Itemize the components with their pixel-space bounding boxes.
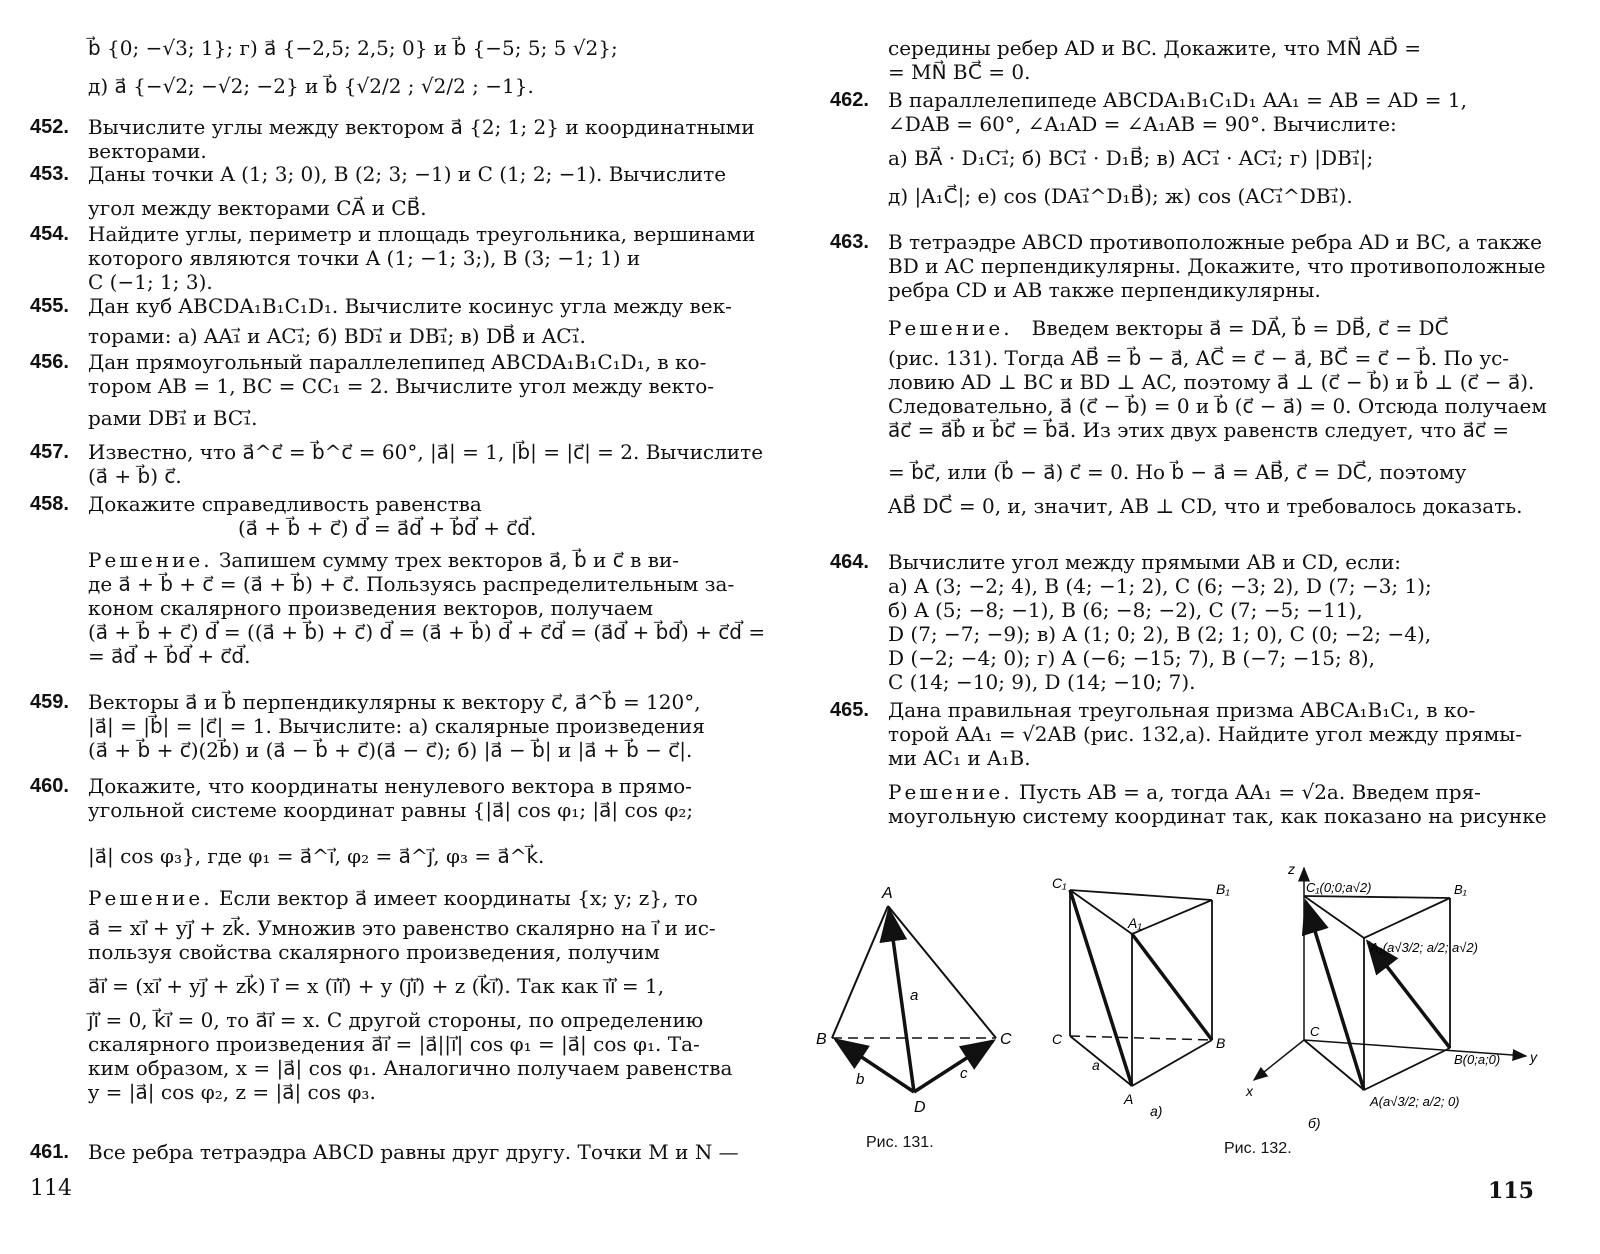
solution-458 xyxy=(88,548,765,668)
problem-text xyxy=(888,698,1522,770)
page-number: 115 xyxy=(1488,1178,1534,1204)
solution-label: Решение. xyxy=(88,548,213,572)
vector-b xyxy=(836,1040,914,1092)
problem-line: В тетраэдре ABCD противоположные ребра AD и BC, а также xyxy=(888,230,1542,254)
problem-line: Найдите углы, периметр и площадь треугольника, вершинами xyxy=(88,222,756,246)
problem-line: |a⃗| = |b⃗| = |c⃗| = 1. Вычислите: а) скалярные произведения xyxy=(88,714,705,738)
problem-text xyxy=(88,492,536,540)
intro-block xyxy=(88,36,618,98)
solution-line: де a⃗ + b⃗ + c⃗ = (a⃗ + b⃗) + c⃗. Пользуясь распределительным за- xyxy=(88,572,735,596)
label-a1: A₁ xyxy=(1128,915,1142,931)
problem-number: 459. xyxy=(30,691,69,713)
vector-c xyxy=(914,1041,993,1092)
solution-line: скалярного произведения a⃗i⃗ = |a⃗||i⃗| cos φ₁ = |a⃗| cos φ₁. Та- xyxy=(88,1032,700,1056)
problem-text xyxy=(88,440,763,488)
solution-line: ким образом, x = |a⃗| cos φ₁. Аналогично получаем равенства xyxy=(88,1056,733,1080)
problem-number: 460. xyxy=(30,775,69,797)
problem-line: Известно, что a⃗^c⃗ = b⃗^c⃗ = 60°, |a⃗| = 1, |b⃗| = |c⃗| = 2. Вычислите xyxy=(88,440,764,464)
label-a: A(a√3/2; a/2; 0) xyxy=(1370,1094,1460,1109)
problem-line: = MN⃗ BC⃗ = 0. xyxy=(888,60,1031,84)
solution-line: Запишем сумму трех векторов a⃗, b⃗ и c⃗ в ви- xyxy=(218,548,680,572)
solution-line: a⃗ = xi⃗ + yj⃗ + zk⃗. Умножив это равенство скалярно на i⃗ и ис- xyxy=(88,916,716,940)
label-c: C xyxy=(1310,1024,1320,1039)
line-ac1 xyxy=(1070,890,1132,1086)
problem-text xyxy=(88,350,714,430)
problem-number: 465. xyxy=(830,699,869,721)
problem-number: 457. xyxy=(30,441,69,463)
problem-line: (a⃗ + b⃗) c⃗. xyxy=(88,464,182,488)
problem-line: Векторы a⃗ и b⃗ перпендикулярны к вектору c⃗, a⃗^b⃗ = 120°, xyxy=(88,690,701,714)
label-x: x xyxy=(1246,1083,1253,1099)
solution-line: = a⃗d⃗ + b⃗d⃗ + c⃗d⃗. xyxy=(88,644,251,668)
line-a1b xyxy=(1132,934,1212,1040)
problem-text xyxy=(88,1140,739,1164)
problem-line: D (7; −7; −9); в) A (1; 0; 2), B (2; 1; 0), C (0; −2; −4), xyxy=(888,622,1432,646)
problem-line: Вычислите угол между прямыми AB и CD, если: xyxy=(888,550,1402,574)
solution-line: Следовательно, a⃗ (c⃗ − b⃗) = 0 и b⃗ (c⃗ − a⃗) = 0. Отсюда получаем xyxy=(888,394,1547,418)
problem-line: В параллелепипеде ABCDA₁B₁C₁D₁ AA₁ = AB = AD = 1, xyxy=(888,88,1467,112)
label-vec-c: c xyxy=(960,1065,968,1082)
label-a-vertex: A xyxy=(882,885,893,902)
right-page xyxy=(810,0,1600,1254)
page-number: 114 xyxy=(30,1176,72,1201)
solution-line: y = |a⃗| cos φ₂, z = |a⃗| cos φ₃. xyxy=(88,1080,376,1104)
solution-line: AB⃗ DC⃗ = 0, и, значит, AB ⊥ CD, что и требовалось доказать. xyxy=(888,494,1523,518)
problem-line: угол между векторами CA⃗ и CB⃗. xyxy=(88,196,427,220)
problem-number: 463. xyxy=(830,231,869,253)
solution-line: a⃗i⃗ = (xi⃗ + yj⃗ + zk⃗) i⃗ = x (i⃗i⃗) + y (j⃗i⃗) + z (k⃗i⃗). Так как i⃗i⃗ = 1, xyxy=(88,974,665,998)
axis-x xyxy=(1254,1040,1304,1080)
label-edge-a: a xyxy=(1092,1057,1100,1073)
problem-line: угольной системе координат равны {|a⃗| cos φ₁; |a⃗| cos φ₂; xyxy=(88,798,694,822)
label-b1: B₁ xyxy=(1454,882,1467,897)
figure-132b xyxy=(1236,852,1556,1142)
problem-line: векторами. xyxy=(88,139,207,163)
problem-line: которого являются точки A (1; −1; 3;), B (3; −1; 1) и xyxy=(88,246,641,270)
solution-line: Введем векторы a⃗ = DA⃗, b⃗ = DB⃗, c⃗ = DC⃗ xyxy=(1031,316,1449,340)
problem-line: Дана правильная треугольная призма ABCA₁B₁C₁, в ко- xyxy=(888,698,1476,722)
solution-line: = b⃗c⃗, или (b⃗ − a⃗) c⃗ = 0. Но b⃗ − a⃗ = AB⃗, c⃗ = DC⃗, поэтому xyxy=(888,460,1467,484)
label-c-vertex: C xyxy=(1000,1031,1012,1048)
sublabel-a: а) xyxy=(1150,1103,1163,1119)
problem-line: Вычислите углы между вектором a⃗ {2; 1; 2} и координатными xyxy=(88,115,755,139)
figure-132a xyxy=(1042,870,1242,1130)
problem-number: 454. xyxy=(30,223,69,245)
continuation-461 xyxy=(888,36,1421,84)
solution-label: Решение. xyxy=(888,316,1013,340)
solution-line: ловию AD ⊥ BC и BD ⊥ AC, поэтому a⃗ ⊥ (c⃗ − b⃗) и b⃗ ⊥ (c⃗ − a⃗). xyxy=(888,370,1535,394)
solution-line: Пусть AB = a, тогда AA₁ = √2a. Введем пря- xyxy=(1018,780,1481,804)
problem-number: 461. xyxy=(30,1141,69,1163)
solution-line: пользуя свойства скалярного произведения, получим xyxy=(88,940,660,964)
intro-line: b⃗ {0; −√3; 1}; г) a⃗ {−2,5; 2,5; 0} и b⃗ {−5; 5; 5 √2}; xyxy=(88,36,618,60)
label-vec-b: b xyxy=(856,1071,865,1088)
problem-line: Даны точки A (1; 3; 0), B (2; 3; −1) и C (1; 2; −1). Вычислите xyxy=(88,162,727,186)
problem-number: 455. xyxy=(30,295,69,317)
problem-text xyxy=(88,774,693,868)
problem-line: (a⃗ + b⃗ + c⃗)(2b⃗) и (a⃗ − b⃗ + c⃗)(a⃗ − c⃗); б) |a⃗ − b⃗| и |a⃗ + b⃗ − c⃗|. xyxy=(88,738,693,762)
label-y: y xyxy=(1530,1049,1537,1065)
solution-460 xyxy=(88,886,732,1104)
problem-number: 453. xyxy=(30,163,69,185)
problem-line: д) |A₁C⃗|; е) cos (DA₁⃗^D₁B⃗); ж) cos (AC₁⃗^DB₁⃗). xyxy=(888,184,1353,208)
figure-132-caption: Рис. 132. xyxy=(1224,1140,1292,1157)
problem-line: (a⃗ + b⃗ + c⃗) d⃗ = a⃗d⃗ + b⃗d⃗ + c⃗d⃗. xyxy=(238,516,537,540)
problem-line: торой AA₁ = √2AB (рис. 132,а). Найдите угол между прямы- xyxy=(888,722,1522,746)
problem-number: 458. xyxy=(30,493,69,515)
problem-line: Все ребра тетраэдра ABCD равны друг другу. Точки M и N — xyxy=(88,1140,739,1164)
solution-label: Решение. xyxy=(88,886,213,910)
problem-text xyxy=(888,230,1546,302)
label-b: B(0;a;0) xyxy=(1454,1052,1501,1067)
label-b-vertex: B xyxy=(816,1031,827,1048)
problem-text xyxy=(88,690,705,762)
solution-line: (a⃗ + b⃗ + c⃗) d⃗ = ((a⃗ + b⃗) + c⃗) d⃗ = (a⃗ + b⃗) d⃗ + c⃗d⃗ = (a⃗d⃗ + b⃗d⃗) + c⃗d⃗ = xyxy=(88,620,766,644)
label-c: C xyxy=(1052,1031,1063,1047)
problem-number: 452. xyxy=(30,116,69,138)
problem-line: б) A (5; −8; −1), B (6; −8; −2), C (7; −5; −11), xyxy=(888,598,1363,622)
label-a1: A₁(a√3/2; a/2; a√2) xyxy=(1370,940,1478,955)
problem-line: тором AB = 1, BC = CC₁ = 2. Вычислите угол между векто- xyxy=(88,374,714,398)
problem-line: |a⃗| cos φ₃}, где φ₁ = a⃗^i⃗, φ₂ = a⃗^j⃗, φ₃ = a⃗^k⃗. xyxy=(88,844,545,868)
problem-line: торами: а) AA₁⃗ и AC₁⃗; б) BD₁⃗ и DB₁⃗; в) DB⃗ и AC₁⃗. xyxy=(88,324,586,348)
solution-line: j⃗i⃗ = 0, k⃗i⃗ = 0, то a⃗i⃗ = x. С другой стороны, по определению xyxy=(88,1008,704,1032)
figure-131-caption: Рис. 131. xyxy=(866,1134,934,1151)
problem-line: ∠DAB = 60°, ∠A₁AD = ∠A₁AB = 90°. Вычислите: xyxy=(888,112,1397,136)
solution-line: a⃗c⃗ = a⃗b⃗ и b⃗c⃗ = b⃗a⃗. Из этих двух равенств следует, что a⃗c⃗ = xyxy=(888,418,1509,442)
problem-line: а) A (3; −2; 4), B (4; −1; 2), C (6; −3; 2), D (7; −3; 1); xyxy=(888,574,1432,598)
problem-text xyxy=(888,550,1432,694)
problem-text xyxy=(88,294,732,348)
intro-line: д) a⃗ {−√2; −√2; −2} и b⃗ {√2/2 ; √2/2 ; −1}. xyxy=(88,74,534,98)
edge-ab xyxy=(832,906,888,1038)
sublabel-b: б) xyxy=(1308,1115,1321,1131)
vector-ac1 xyxy=(1306,902,1364,1090)
problem-line: BD и AC перпендикулярны. Докажите, что противоположные xyxy=(888,254,1546,278)
solution-line: моугольную систему координат так, как показано на рисунке xyxy=(888,804,1547,828)
problem-line: C (−1; 1; 3). xyxy=(88,270,213,294)
problem-line: ребра CD и AB также перпендикулярны. xyxy=(888,278,1321,302)
problem-line: Докажите справедливость равенства xyxy=(88,492,482,516)
problem-line: ми AC₁ и A₁B. xyxy=(888,746,1031,770)
vector-ba1 xyxy=(1368,942,1450,1048)
problem-line: середины ребер AD и BC. Докажите, что MN⃗ AD⃗ = xyxy=(888,36,1422,60)
left-page xyxy=(0,0,790,1254)
problem-text xyxy=(88,222,755,294)
label-c1: C₁ xyxy=(1052,875,1067,891)
problem-line: а) BA⃗ · D₁C₁⃗; б) BC₁⃗ · D₁B⃗; в) AC₁⃗ · AC₁⃗; г) |DB₁⃗|; xyxy=(888,146,1374,170)
problem-text xyxy=(888,88,1467,208)
problem-line: D (−2; −4; 0); г) A (−6; −15; 7), B (−7; −15; 8), xyxy=(888,646,1375,670)
problem-number: 464. xyxy=(830,551,869,573)
problem-line: Докажите, что координаты ненулевого вектора в прямо- xyxy=(88,774,692,798)
label-c1: C₁(0;0;a√2) xyxy=(1306,880,1372,895)
solution-463 xyxy=(888,316,1547,518)
problem-line: Дан куб ABCDA₁B₁C₁D₁. Вычислите косинус угла между век- xyxy=(88,294,732,318)
solution-label: Решение. xyxy=(888,780,1013,804)
solution-465 xyxy=(888,780,1547,828)
label-vec-a: a xyxy=(910,987,919,1004)
label-z: z xyxy=(1288,861,1295,877)
problem-line: рами DB₁⃗ и BC₁⃗. xyxy=(88,406,258,430)
problem-line: C (14; −10; 9), D (14; −10; 7). xyxy=(888,670,1196,694)
solution-line: коном скалярного произведения векторов, получаем xyxy=(88,596,654,620)
label-b1: B₁ xyxy=(1216,881,1230,897)
problem-number: 462. xyxy=(830,89,869,111)
figure-131 xyxy=(810,870,1040,1120)
problem-line: Дан прямоугольный параллелепипед ABCDA₁B₁C₁D₁, в ко- xyxy=(88,350,707,374)
label-b: B xyxy=(1216,1035,1226,1051)
problem-number: 456. xyxy=(30,351,69,373)
label-d-vertex: D xyxy=(914,1099,926,1116)
problem-text xyxy=(88,162,726,220)
solution-line: Если вектор a⃗ имеет координаты {x; y; z}, то xyxy=(218,886,698,910)
problem-text xyxy=(88,115,755,163)
label-a: A xyxy=(1124,1091,1134,1107)
solution-line: (рис. 131). Тогда AB⃗ = b⃗ − a⃗, AC⃗ = c⃗ − a⃗, BC⃗ = c⃗ − b⃗. По ус- xyxy=(888,346,1510,370)
